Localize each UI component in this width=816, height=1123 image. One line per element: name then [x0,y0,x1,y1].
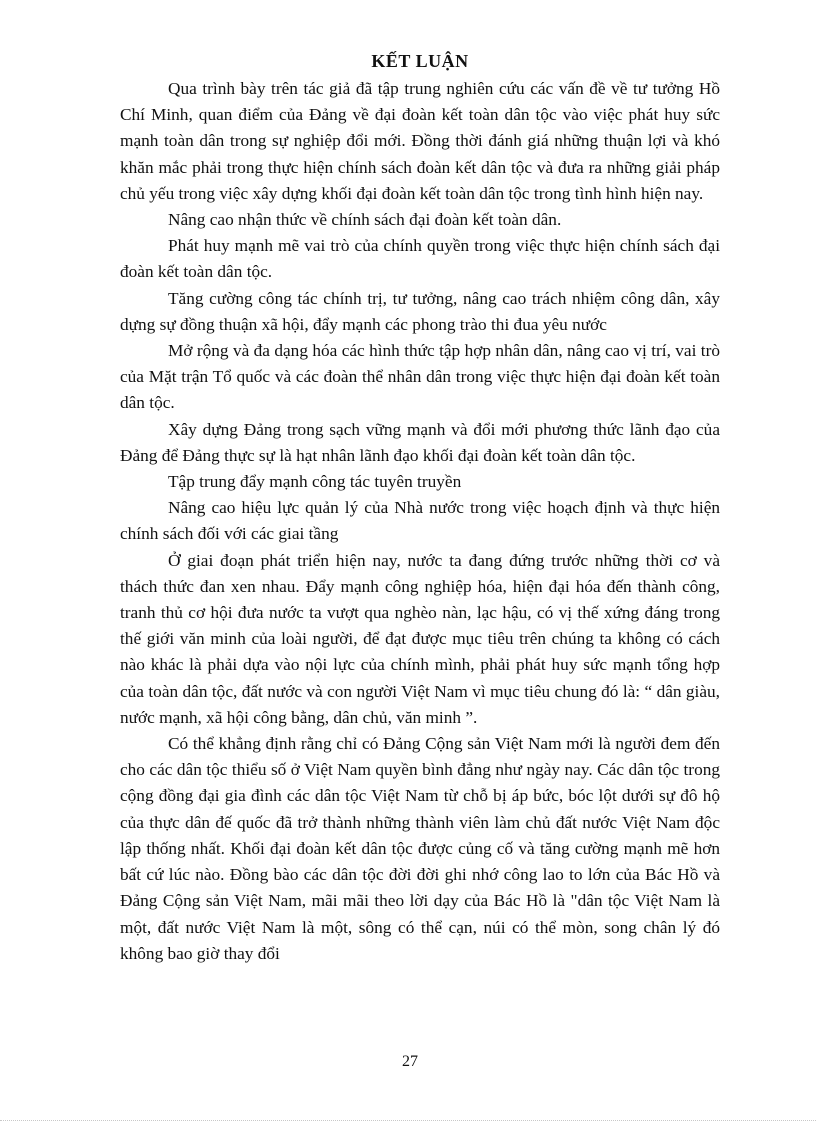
page-number: 27 [402,1053,418,1070]
paragraph-state-management: Nâng cao hiệu lực quản lý của Nhà nước trong việc hoạch định và thực hiện chính sách đối với các giai tầng [120,498,720,544]
paragraph-summary: Qua trình bày trên tác giả đã tập trung nghiên cứu các vấn đề về tư tưởng Hồ Chí Minh, quan điểm của Đảng về đại đoàn kết toàn dân tộc vào việc phát huy sức mạnh toàn dân trong sự nghiệp đổi mới. Đồng thời đánh giá những thuận lợi và khó khăn mắc phải trong thực hiện chính sách đoàn kết dân tộc và đưa ra những giải pháp chủ yếu trong việc xây dựng khối đại đoàn kết toàn dân tộc trong tình hình hiện nay. [120,79,720,203]
paragraph-development-stage: Ở giai đoạn phát triển hiện nay, nước ta đang đứng trước những thời cơ và thách thức đan xen nhau. Đẩy mạnh công nghiệp hóa, hiện đại hóa đến thành công, tranh thủ cơ hội đưa nước ta vượt qua nghèo nàn, lạc hậu, có vị thế xứng đáng trong thế giới văn minh của loài người, để đạt được mục tiêu trên chúng ta không có cách nào khác là phải dựa vào nội lực của chính mình, phải phát huy sức mạnh tổng hợp của toàn dân tộc, đất nước và con người Việt Nam vì mục tiêu chung đó là: “ dân giàu, nước mạnh, xã hội công bằng, dân chủ, văn minh ”. [120,550,720,727]
paragraph-awareness: Nâng cao nhận thức về chính sách đại đoàn kết toàn dân. [168,210,562,230]
paragraph-political-work: Tăng cường công tác chính trị, tư tưởng, nâng cao trách nhiệm công dân, xây dựng sự đồng thuận xã hội, đẩy mạnh các phong trào thi đua yêu nước [120,288,720,334]
paragraph-front-role: Mở rộng và đa dạng hóa các hình thức tập hợp nhân dân, nâng cao vị trí, vai trò của Mặt trận Tổ quốc và các đoàn thể nhân dân trong việc thực hiện đại đoàn kết toàn dân tộc. [120,341,720,413]
page-bottom-divider [0,1120,816,1121]
paragraph-propaganda: Tập trung đẩy mạnh công tác tuyên truyền [168,472,462,492]
paragraph-party-building: Xây dựng Đảng trong sạch vững mạnh và đổi mới phương thức lãnh đạo của Đảng để Đảng thực sự là hạt nhân lãnh đạo khối đại đoàn kết toàn dân tộc. [120,419,720,465]
page-body [120,48,720,967]
page-title: KẾT LUẬN [371,51,469,71]
paragraph-conclusion: Có thể khẳng định rằng chỉ có Đảng Cộng sản Việt Nam mới là người đem đến cho các dân tộc thiểu số ở Việt Nam quyền bình đẳng như ngày nay. Các dân tộc trong cộng đồng đại gia đình các dân tộc Việt Nam từ chỗ bị áp bức, bóc lột dưới sự đô hộ của thực dân đế quốc đã trở thành những thành viên làm chủ đất nước Việt Nam độc lập thống nhất. Khối đại đoàn kết dân tộc được củng cố và tăng cường mạnh mẽ hơn bất cứ lúc nào. Đồng bào các dân tộc đời đời ghi nhớ công lao to lớn của Bác Hồ và Đảng Cộng sản Việt Nam, mãi mãi theo lời dạy của Bác Hồ là "dân tộc Việt Nam là một, đất nước Việt Nam là một, sông có thể cạn, núi có thể mòn, song chân lý đó không bao giờ thay đổi [120,734,720,963]
paragraph-government-role: Phát huy mạnh mẽ vai trò của chính quyền trong việc thực hiện chính sách đại đoàn kết toàn dân tộc. [120,236,720,282]
